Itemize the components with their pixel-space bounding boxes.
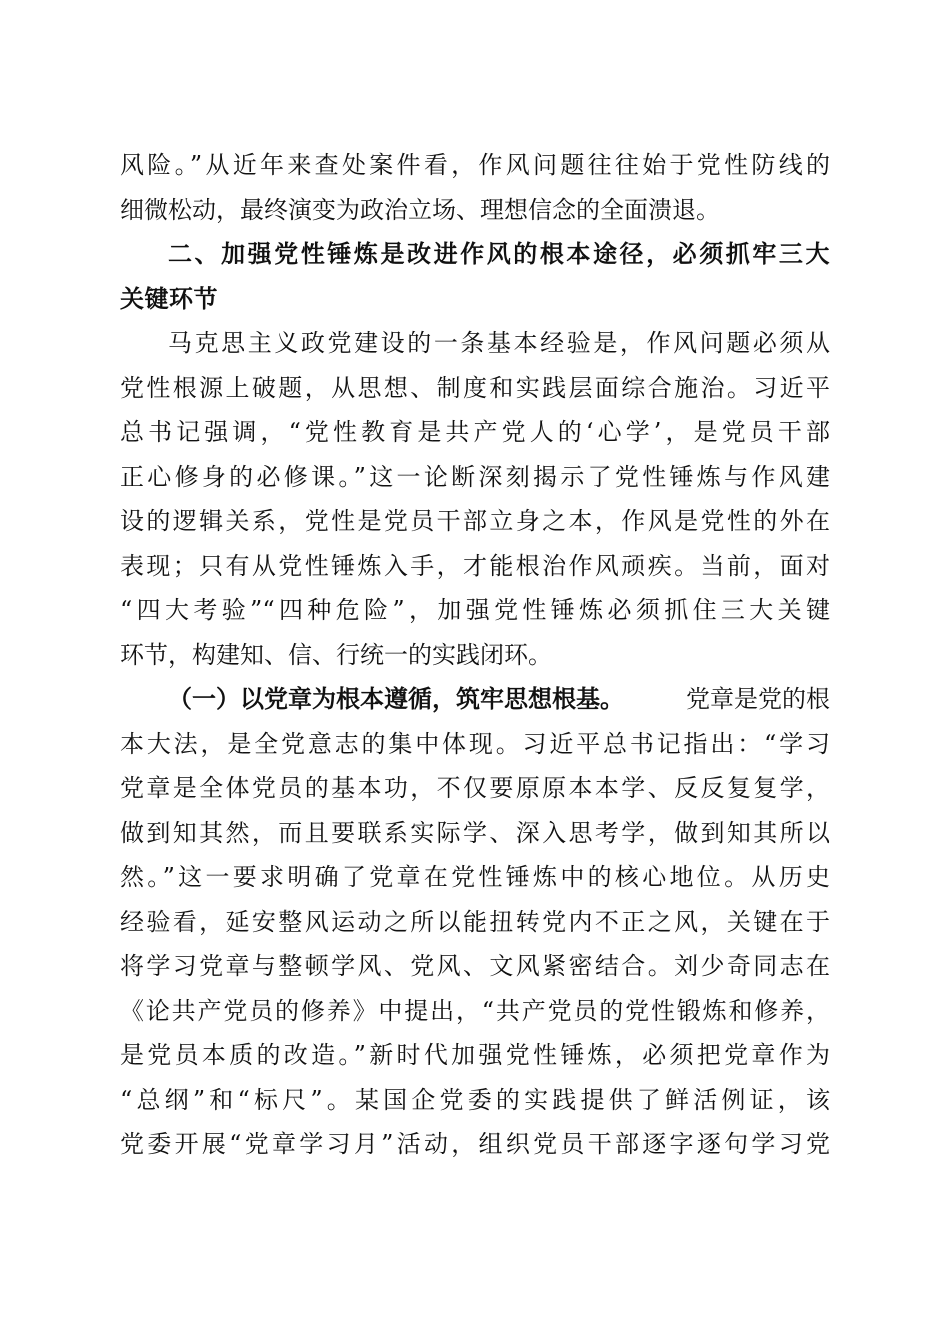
text-line-rest: 党章是党的根 <box>686 685 830 713</box>
heading-line: 二、加强党性锤炼是改进作风的根本途径，必须抓牢三大 <box>168 240 830 268</box>
subsection-lead: （一）以党章为根本遵循，筑牢思想根基。 <box>168 684 624 713</box>
document-body <box>120 143 830 1167</box>
heading-line: 关键环节 <box>120 284 218 313</box>
paragraph-party-building <box>120 321 830 677</box>
text-line: 正心修身的必修课。”这一论断深刻揭示了党性锤炼与作风建 <box>120 462 830 491</box>
text-line: 本大法，是全党意志的集中体现。习近平总书记指出：“学习 <box>120 729 830 758</box>
text-line <box>120 677 830 722</box>
text-line: 党性根源上破题，从思想、制度和实践层面综合施治。习近平 <box>120 373 830 402</box>
section-heading <box>120 232 830 321</box>
paragraph-continuation <box>120 143 830 232</box>
text-line: 是党员本质的改造。”新时代加强党性锤炼，必须把党章作为 <box>120 1041 830 1069</box>
text-line: “总纲”和“标尺”。某国企党委的实践提供了鲜活例证，该 <box>120 1085 830 1114</box>
text-line: 表现；只有从党性锤炼入手，才能根治作风顽疾。当前，面对 <box>120 551 830 580</box>
text-line: 将学习党章与整顿学风、党风、文风紧密结合。刘少奇同志在 <box>120 952 830 980</box>
text-line: 环节，构建知、信、行统一的实践闭环。 <box>120 640 552 669</box>
text-line: 党章是全体党员的基本功，不仅要原原本本学、反反复复学， <box>120 774 830 802</box>
text-line: 《论共产党员的修养》中提出，“共产党员的党性锻炼和修养， <box>120 996 830 1025</box>
text-line: 细微松动，最终演变为政治立场、理想信念的全面溃退。 <box>120 195 720 224</box>
text-line: 做到知其然，而且要联系实际学、深入思考学，做到知其所以 <box>120 818 830 847</box>
paragraph-party-constitution <box>120 677 830 1167</box>
text-line: 总书记强调，“党性教育是共产党人的‘心学’，是党员干部 <box>120 418 830 446</box>
text-line: 党委开展“党章学习月”活动，组织党员干部逐字逐句学习党 <box>120 1130 830 1158</box>
text-line: 然。”这一要求明确了党章在党性锤炼中的核心地位。从历史 <box>120 863 830 891</box>
text-line: 设的逻辑关系，党性是党员干部立身之本，作风是党性的外在 <box>120 507 830 535</box>
text-line: 马克思主义政党建设的一条基本经验是，作风问题必须从 <box>168 329 830 357</box>
text-line: “四大考验”“四种危险”，加强党性锤炼必须抓住三大关键 <box>120 596 830 624</box>
text-line: 经验看，延安整风运动之所以能扭转党内不正之风，关键在于 <box>120 907 830 936</box>
text-line: 风险。”从近年来查处案件看，作风问题往往始于党性防线的 <box>120 151 830 179</box>
